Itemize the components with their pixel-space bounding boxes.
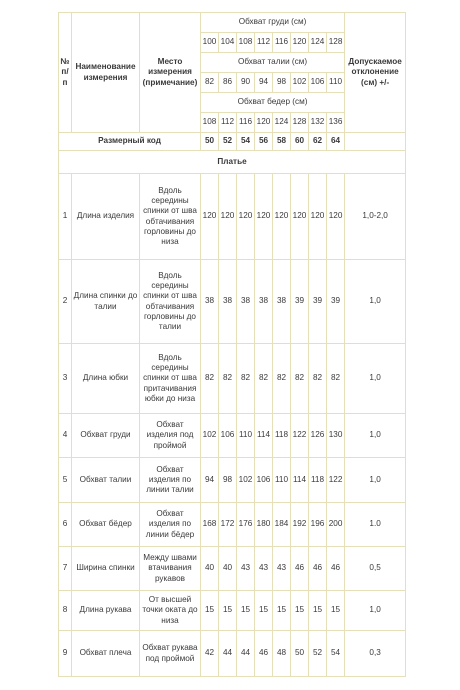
table-row [59,414,406,458]
row-value: 39 [327,260,345,344]
size-code-value: 64 [327,133,345,151]
hip-value: 124 [273,113,291,133]
row-value: 98 [219,458,237,503]
row-place: Обхват изделия под проймой [140,414,201,458]
row-value: 120 [219,174,237,260]
row-value: 122 [291,414,309,458]
row-value: 120 [327,174,345,260]
row-value: 196 [309,503,327,547]
row-value: 200 [327,503,345,547]
row-number: 8 [59,591,72,631]
bust-value: 128 [327,33,345,53]
row-name: Длина юбки [72,344,140,414]
row-place: Обхват изделия по линии талии [140,458,201,503]
row-value: 15 [273,591,291,631]
row-name: Обхват груди [72,414,140,458]
size-code-value: 54 [237,133,255,151]
bust-label: Обхват груди (см) [201,13,345,33]
row-tolerance: 0,5 [345,547,406,591]
col-header-place: Место измерения (примечание) [140,13,201,133]
waist-value: 102 [291,73,309,93]
row-tolerance: 1,0 [345,260,406,344]
row-value: 15 [219,591,237,631]
row-value: 120 [309,174,327,260]
row-value: 172 [219,503,237,547]
row-value: 106 [219,414,237,458]
section-title: Платье [59,151,406,174]
row-value: 50 [291,631,309,677]
row-value: 15 [255,591,273,631]
waist-value: 82 [201,73,219,93]
row-value: 184 [273,503,291,547]
row-value: 46 [255,631,273,677]
row-value: 15 [327,591,345,631]
row-value: 106 [255,458,273,503]
row-place: Вдоль середины спинки от шва обтачивания горловины до талии [140,260,201,344]
row-number: 3 [59,344,72,414]
row-value: 82 [273,344,291,414]
row-value: 110 [237,414,255,458]
waist-value: 106 [309,73,327,93]
row-name: Ширина спинки [72,547,140,591]
row-place: От высшей точки оката до низа [140,591,201,631]
row-name: Длина изделия [72,174,140,260]
row-number: 4 [59,414,72,458]
row-value: 180 [255,503,273,547]
table-row [59,631,406,677]
table-row [59,547,406,591]
row-value: 82 [201,344,219,414]
bust-value: 104 [219,33,237,53]
row-value: 15 [309,591,327,631]
bust-value: 124 [309,33,327,53]
row-place: Обхват изделия по линии бёдер [140,503,201,547]
row-value: 110 [273,458,291,503]
row-value: 40 [219,547,237,591]
row-value: 48 [273,631,291,677]
size-code-value: 50 [201,133,219,151]
hip-label: Обхват бедер (см) [201,93,345,113]
table-row [59,503,406,547]
row-value: 54 [327,631,345,677]
row-value: 40 [201,547,219,591]
row-value: 38 [201,260,219,344]
row-value: 82 [327,344,345,414]
row-value: 42 [201,631,219,677]
bust-value: 120 [291,33,309,53]
waist-value: 90 [237,73,255,93]
row-value: 118 [273,414,291,458]
row-value: 15 [237,591,255,631]
row-value: 39 [309,260,327,344]
row-value: 38 [237,260,255,344]
row-tolerance: 1,0 [345,344,406,414]
row-value: 43 [237,547,255,591]
row-value: 120 [273,174,291,260]
row-value: 39 [291,260,309,344]
col-header-tolerance: Допускаемое отклонение (см) +/- [345,13,406,133]
table-row [59,174,406,260]
row-number: 1 [59,174,72,260]
row-value: 102 [237,458,255,503]
bust-value: 108 [237,33,255,53]
row-number: 7 [59,547,72,591]
size-code-label: Размерный код [59,133,201,151]
row-value: 82 [219,344,237,414]
waist-label: Обхват талии (см) [201,53,345,73]
row-value: 52 [309,631,327,677]
hip-value: 128 [291,113,309,133]
row-value: 38 [255,260,273,344]
row-value: 82 [291,344,309,414]
row-value: 120 [255,174,273,260]
hip-value: 132 [309,113,327,133]
size-code-value: 60 [291,133,309,151]
bust-value: 116 [273,33,291,53]
row-place: Обхват рукава под проймой [140,631,201,677]
size-code-value: 56 [255,133,273,151]
table-row [59,260,406,344]
row-value: 120 [291,174,309,260]
row-value: 82 [255,344,273,414]
row-value: 82 [309,344,327,414]
bust-value: 112 [255,33,273,53]
row-value: 43 [255,547,273,591]
row-place: Вдоль середины спинки от шва обтачивания горловины до низа [140,174,201,260]
row-value: 114 [291,458,309,503]
row-number: 5 [59,458,72,503]
row-name: Обхват талии [72,458,140,503]
col-header-name: Наименование измерения [72,13,140,133]
row-value: 46 [309,547,327,591]
waist-value: 98 [273,73,291,93]
row-value: 82 [237,344,255,414]
hip-value: 112 [219,113,237,133]
row-value: 44 [237,631,255,677]
hip-value: 120 [255,113,273,133]
table-row [59,344,406,414]
table-body [59,13,406,677]
row-value: 120 [201,174,219,260]
hip-value: 136 [327,113,345,133]
hip-value: 116 [237,113,255,133]
row-value: 114 [255,414,273,458]
row-value: 38 [219,260,237,344]
row-name: Обхват бёдер [72,503,140,547]
row-tolerance: 0,3 [345,631,406,677]
row-value: 38 [273,260,291,344]
row-value: 102 [201,414,219,458]
row-value: 15 [201,591,219,631]
row-place: Вдоль середины спинки от шва притачивания юбки до низа [140,344,201,414]
row-number: 6 [59,503,72,547]
row-value: 122 [327,458,345,503]
row-value: 46 [327,547,345,591]
row-number: 9 [59,631,72,677]
hip-value: 108 [201,113,219,133]
row-name: Длина рукава [72,591,140,631]
waist-value: 86 [219,73,237,93]
row-tolerance: 1,0 [345,458,406,503]
row-number: 2 [59,260,72,344]
measurement-table [58,12,406,677]
bust-value: 100 [201,33,219,53]
row-value: 192 [291,503,309,547]
row-value: 176 [237,503,255,547]
row-value: 94 [201,458,219,503]
row-value: 43 [273,547,291,591]
header-row-bust-label [59,13,406,33]
size-code-tolerance-empty [345,133,406,151]
row-place: Между швами втачивания рукавов [140,547,201,591]
col-header-number: № п/п [59,13,72,133]
row-tolerance: 1,0 [345,591,406,631]
section-row [59,151,406,174]
row-name: Длина спинки до талии [72,260,140,344]
row-value: 46 [291,547,309,591]
table-row [59,591,406,631]
size-code-row [59,133,406,151]
row-tolerance: 1,0 [345,414,406,458]
row-value: 120 [237,174,255,260]
waist-value: 94 [255,73,273,93]
row-name: Обхват плеча [72,631,140,677]
row-value: 126 [309,414,327,458]
row-value: 130 [327,414,345,458]
row-tolerance: 1.0 [345,503,406,547]
waist-value: 110 [327,73,345,93]
row-value: 44 [219,631,237,677]
size-code-value: 62 [309,133,327,151]
row-value: 15 [291,591,309,631]
measurement-table-container [58,12,405,677]
row-value: 168 [201,503,219,547]
row-value: 118 [309,458,327,503]
size-code-value: 52 [219,133,237,151]
size-code-value: 58 [273,133,291,151]
row-tolerance: 1,0-2,0 [345,174,406,260]
table-row [59,458,406,503]
